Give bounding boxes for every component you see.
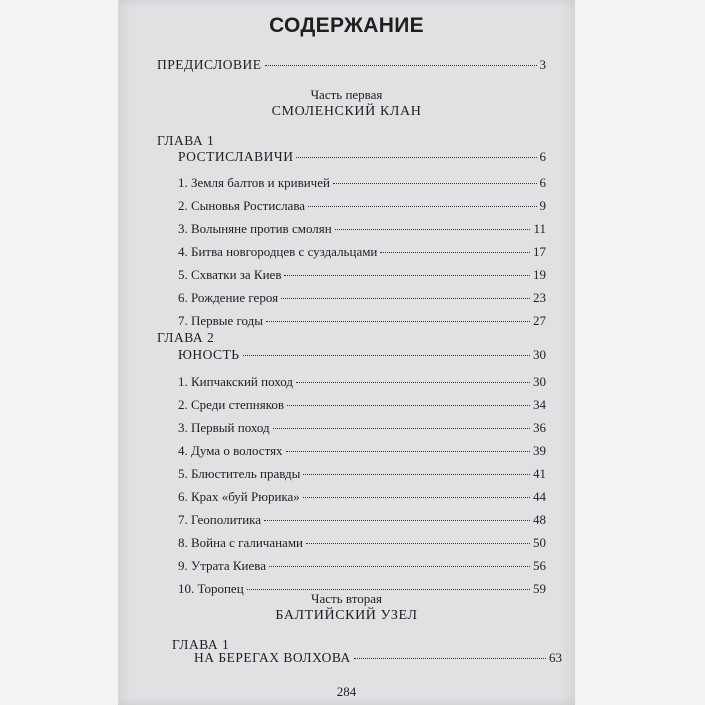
leader-dots: [286, 451, 530, 452]
toc-entry-section: [178, 198, 546, 214]
toc-entry-label: 2. Среди степняков: [178, 397, 284, 412]
leader-dots: [354, 658, 546, 659]
toc-entry-chapter: [194, 650, 562, 666]
leader-dots: [281, 298, 530, 299]
toc-entry-label: ПРЕДИСЛОВИЕ: [157, 57, 262, 72]
leader-dots: [303, 497, 530, 498]
toc-entry-chapter: [178, 347, 546, 363]
toc-entry-preface: [157, 57, 546, 73]
toc-entry-section: [178, 420, 546, 436]
leader-dots: [264, 520, 530, 521]
page-title: СОДЕРЖАНИЕ: [269, 14, 424, 37]
leader-dots: [296, 382, 530, 383]
leader-dots: [335, 229, 531, 230]
leader-dots: [333, 183, 537, 184]
toc-entry-label: РОСТИСЛАВИЧИ: [178, 149, 294, 164]
leader-dots: [269, 566, 530, 567]
toc-entry-section: [178, 466, 546, 482]
toc-entry-label: 1. Кипчакский поход: [178, 374, 294, 389]
toc-entry-label: 10. Торопец: [178, 581, 244, 596]
toc-entry-page: 23: [533, 290, 546, 305]
toc-entry-section: [178, 535, 546, 551]
toc-entry-section: [178, 313, 546, 329]
toc-entry-label: 5. Блюститель правды: [178, 466, 301, 481]
part-label: Часть первая: [310, 87, 383, 102]
toc-entry-section: [178, 267, 546, 283]
part-label: Часть вторая: [311, 591, 382, 606]
toc-entry-label: 7. Геополитика: [178, 512, 262, 527]
toc-entry-label: 2. Сыновья Ростислава: [178, 198, 306, 213]
toc-entry-page: 30: [533, 374, 546, 389]
toc-entry-label: 4. Битва новгородцев с суздальцами: [178, 244, 378, 259]
leader-dots: [296, 157, 536, 158]
toc-entry-page: 39: [533, 443, 546, 458]
toc-entry-page: 56: [533, 558, 546, 573]
chapter-heading: ГЛАВА 1: [172, 637, 230, 652]
toc-entry-chapter: [178, 149, 546, 165]
toc-entry-label: 3. Первый поход: [178, 420, 270, 435]
leader-dots: [380, 252, 530, 253]
leader-dots: [266, 321, 530, 322]
toc-entry-page: 41: [533, 466, 546, 481]
toc-entry-page: 63: [549, 650, 562, 665]
toc-entry-page: 3: [539, 57, 546, 72]
leader-dots: [308, 206, 536, 207]
toc-entry-label: 8. Война с галичанами: [178, 535, 304, 550]
toc-entry-page: 9: [539, 198, 546, 213]
toc-entry-label: 6. Крах «буй Рюрика»: [178, 489, 300, 504]
toc-entry-label: 7. Первые годы: [178, 313, 264, 328]
toc-entry-label: НА БЕРЕГАХ ВОЛХОВА: [194, 650, 351, 665]
toc-entry-page: 6: [539, 175, 546, 190]
page-number: 284: [336, 684, 357, 699]
leader-dots: [247, 589, 530, 590]
toc-entry-page: 44: [533, 489, 546, 504]
toc-entry-label: 4. Дума о волостях: [178, 443, 283, 458]
toc-entry-section: [178, 290, 546, 306]
toc-entry-page: 50: [533, 535, 546, 550]
toc-entry-section: [178, 558, 546, 574]
toc-entry-label: 1. Земля балтов и кривичей: [178, 175, 330, 190]
toc-entry-label: 5. Схватки за Киев: [178, 267, 282, 282]
toc-entry-page: 30: [533, 347, 546, 362]
toc-entry-section: [178, 244, 546, 260]
toc-entry-section: [178, 489, 546, 505]
toc-entry-section: [178, 443, 546, 459]
toc-entry-section: [178, 374, 546, 390]
toc-entry-label: 3. Волыняне против смолян: [178, 221, 332, 236]
toc-entry-page: 48: [533, 512, 546, 527]
toc-entry-section: [178, 397, 546, 413]
part-title: БАЛТИЙСКИЙ УЗЕЛ: [275, 608, 418, 623]
toc-entry-page: 11: [533, 221, 546, 236]
toc-entry-page: 36: [533, 420, 546, 435]
toc-entry-page: 6: [539, 149, 546, 164]
part-title: СМОЛЕНСКИЙ КЛАН: [271, 104, 422, 119]
toc-entry-label: 6. Рождение героя: [178, 290, 279, 305]
leader-dots: [287, 405, 530, 406]
toc-entry-page: 27: [533, 313, 546, 328]
book-page: [118, 0, 575, 705]
chapter-heading: ГЛАВА 2: [157, 330, 215, 345]
toc-entry-page: 59: [533, 581, 546, 596]
leader-dots: [273, 428, 530, 429]
toc-entry-page: 19: [533, 267, 546, 282]
toc-entry-page: 34: [533, 397, 546, 412]
toc-entry-section: [178, 175, 546, 191]
toc-entry-label: ЮНОСТЬ: [178, 347, 240, 362]
toc-entry-section: [178, 221, 546, 237]
leader-dots: [303, 474, 530, 475]
toc-entry-section: [178, 512, 546, 528]
leader-dots: [243, 355, 530, 356]
leader-dots: [284, 275, 530, 276]
leader-dots: [265, 65, 537, 66]
chapter-heading: ГЛАВА 1: [157, 133, 215, 148]
leader-dots: [306, 543, 530, 544]
toc-entry-page: 17: [533, 244, 546, 259]
toc-entry-label: 9. Утрата Киева: [178, 558, 266, 573]
